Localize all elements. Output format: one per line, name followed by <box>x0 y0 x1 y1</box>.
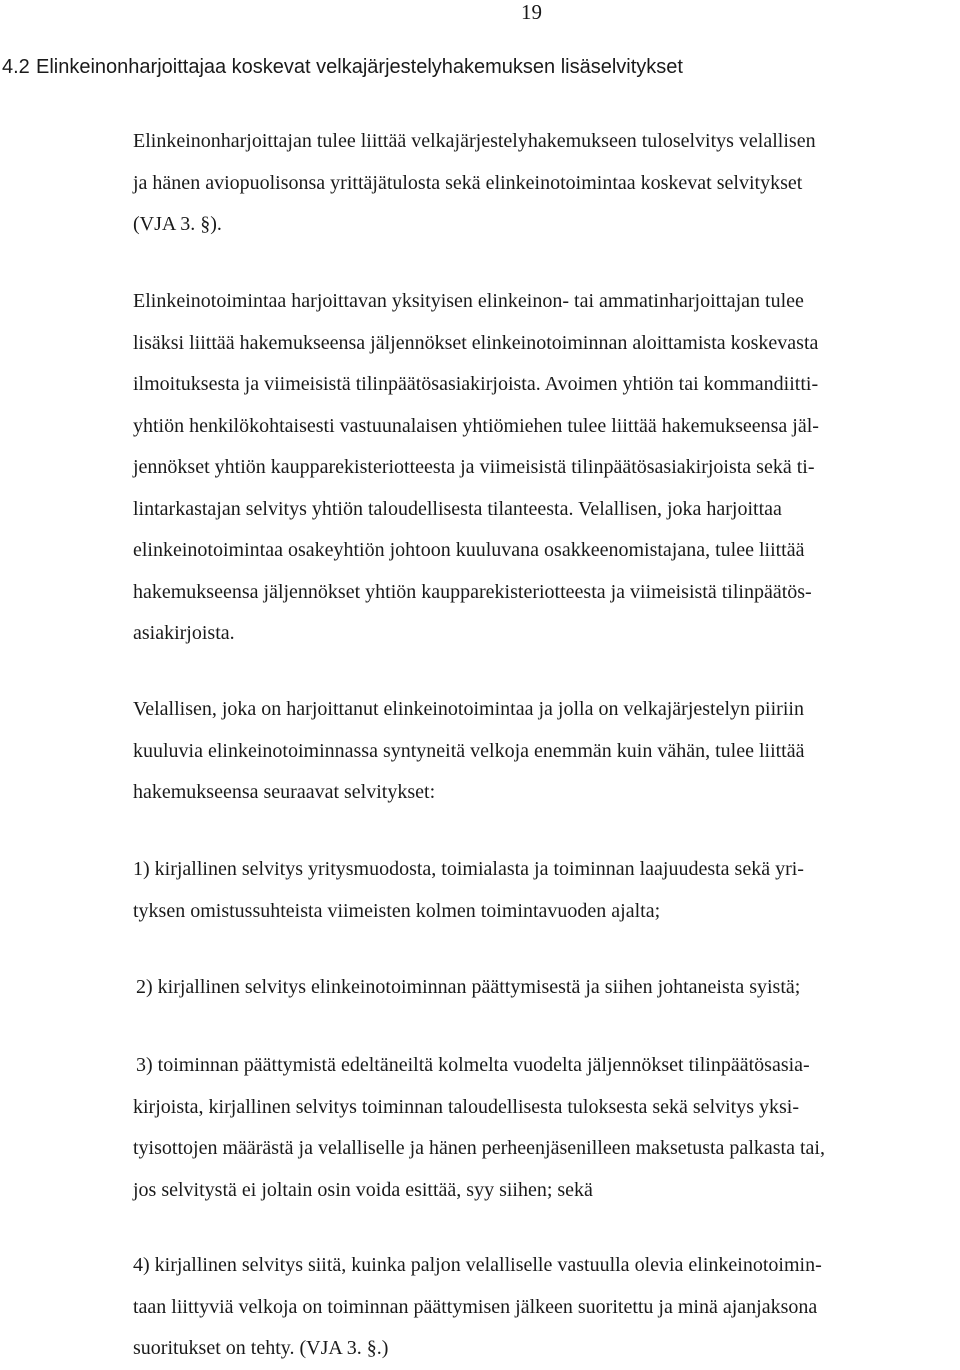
text-line: Velallisen, joka on harjoittanut elinkeinotoimintaa ja jolla on velkajärjestelyn piiriin <box>133 698 804 720</box>
text-line: tyisottojen määrästä ja velalliselle ja hänen perheenjäsenilleen maksetusta palkasta tai, <box>133 1137 825 1159</box>
paragraph-1 <box>133 121 953 246</box>
list-item-2 <box>133 967 953 1009</box>
text-line: Elinkeinonharjoittajan tulee liittää velkajärjestelyhakemukseen tuloselvitys velallisen <box>133 130 816 152</box>
text-line: ja hänen aviopuolisonsa yrittäjätulosta sekä elinkeinotoimintaa koskevat selvitykset <box>133 171 803 194</box>
text-line: 2) kirjallinen selvitys elinkeinotoiminnan päättymisestä ja siihen johtaneista syistä; <box>136 976 801 998</box>
section-number: 4.2 <box>2 56 30 78</box>
list-item-4 <box>133 1245 953 1370</box>
text-line: 3) toiminnan päättymistä edeltäneiltä kolmelta vuodelta jäljennökset tilinpäätösasia- <box>136 1054 810 1076</box>
text-line: hakemukseensa jäljennökset yhtiön kaupparekisteriotteesta ja viimeisistä tilinpäätös- <box>133 580 812 603</box>
text-line: Elinkeinotoimintaa harjoittavan yksityisen elinkeinon- tai ammatinharjoittajan tulee <box>133 290 804 312</box>
text-line: ilmoituksesta ja viimeisistä tilinpäätösasiakirjoista. Avoimen yhtiön tai kommandiitti- <box>133 373 819 395</box>
paragraph-3 <box>133 689 953 814</box>
text-line: hakemukseensa seuraavat selvitykset: <box>133 781 436 803</box>
section-title: Elinkeinonharjoittajaa koskevat velkajärjestelyhakemuksen lisäselvitykset <box>36 56 683 78</box>
page-number: 19 <box>521 0 542 24</box>
paragraph-2 <box>133 281 953 655</box>
list-item-3 <box>133 1045 953 1211</box>
text-line: kuuluvia elinkeinotoiminnassa syntyneitä velkoja enemmän kuin vähän, tulee liittää <box>133 739 805 762</box>
text-line: 4) kirjallinen selvitys siitä, kuinka paljon velalliselle vastuulla olevia elinkeinotoimin- <box>133 1254 822 1276</box>
text-line: jennökset yhtiön kaupparekisteriotteesta ja viimeisistä tilinpäätösasiakirjoista sekä ti- <box>133 456 815 478</box>
text-line: elinkeinotoimintaa osakeyhtiön johtoon kuuluvana osakkeenomistajana, tulee liittää <box>133 539 805 561</box>
section-heading <box>2 54 952 80</box>
text-line: 1) kirjallinen selvitys yritysmuodosta, toimialasta ja toiminnan laajuudesta sekä yri- <box>133 858 804 880</box>
text-line: lisäksi liittää hakemukseensa jäljennökset elinkeinotoiminnan aloittamista koskevasta <box>133 331 819 354</box>
text-line: yhtiön henkilökohtaisesti vastuunalaisen yhtiömiehen tulee liittää hakemukseensa jäl- <box>133 414 819 437</box>
text-line: taan liittyviä velkoja on toiminnan päättymisen jälkeen suoritettu ja minä ajanjaksona <box>133 1295 818 1318</box>
text-line: suoritukset on tehty. (VJA 3. §.) <box>133 1337 389 1359</box>
text-line: asiakirjoista. <box>133 622 235 644</box>
text-line: kirjoista, kirjallinen selvitys toiminnan taloudellisesta tuloksesta sekä selvitys yksi- <box>133 1095 800 1118</box>
text-line: jos selvitystä ei joltain osin voida esittää, syy siihen; sekä <box>133 1178 593 1201</box>
text-line: (VJA 3. §). <box>133 213 222 235</box>
list-item-1 <box>133 849 953 932</box>
text-line: lintarkastajan selvitys yhtiön taloudellisesta tilanteesta. Velallisen, joka harjoittaa <box>133 497 782 520</box>
text-line: tyksen omistussuhteista viimeisten kolmen toimintavuoden ajalta; <box>133 899 661 922</box>
